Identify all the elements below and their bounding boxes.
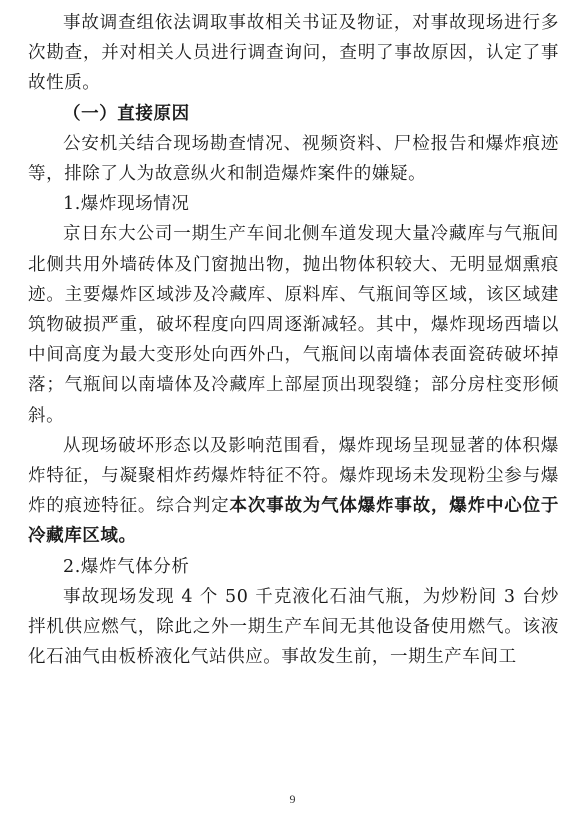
heading-direct-cause: （一）直接原因 <box>63 103 190 124</box>
paragraph-scene-description: 京日东大公司一期生产车间北侧车道发现大量冷藏库与气瓶间北侧共用外墙砖体及门窗抛出物，抛出物体积较大、无明显烟熏痕迹。主要爆炸区域涉及冷藏库、原料库、气瓶间等区域，该区域建筑物破损严重，破坏程度向四周逐渐减轻。其中，爆炸现场西墙以中间高度为最大变形处向西外凸，气瓶间以南墙体表面瓷砖破坏掉落；气瓶间以南墙体及冷藏库上部屋顶出现裂缝；部分房柱变形倾斜。 <box>28 224 559 426</box>
judgement-conclusion-bold: 本次事故为气体爆炸事故，爆炸中心位于冷藏库区域。 <box>28 496 559 547</box>
paragraph-police-exclusion: 公安机关结合现场勘查情况、视频资料、尸检报告和爆炸痕迹等，排除了人为故意纵火和制造爆炸案件的嫌疑。 <box>28 133 559 185</box>
paragraph-gas-supply: 事故现场发现 4 个 50 千克液化石油气瓶，为炒粉间 3 台炒拌机供应燃气，除此之外一期生产车间无其他设备使用燃气。该液化石油气由板桥液化气站供应。事故发生前，一期生产车间工 <box>28 586 559 668</box>
judgement-text: 从现场破坏形态以及影响范围看，爆炸现场呈现显著的体积爆炸特征，与凝聚相炸药爆炸特征不符。爆炸现场未发现粉尘参与爆炸的痕迹特征。综合判定 <box>28 435 559 517</box>
paragraph-investigation-summary: 事故调查组依法调取事故相关书证及物证，对事故现场进行多次勘查，并对相关人员进行调查询问，查明了事故原因，认定了事故性质。 <box>28 13 559 94</box>
page-number: 9 <box>289 792 296 806</box>
heading-gas-analysis: 2.爆炸气体分析 <box>63 556 190 577</box>
paragraph-judgement <box>28 431 559 552</box>
heading-explosion-scene: 1.爆炸现场情况 <box>63 194 190 215</box>
document-body <box>28 8 559 672</box>
